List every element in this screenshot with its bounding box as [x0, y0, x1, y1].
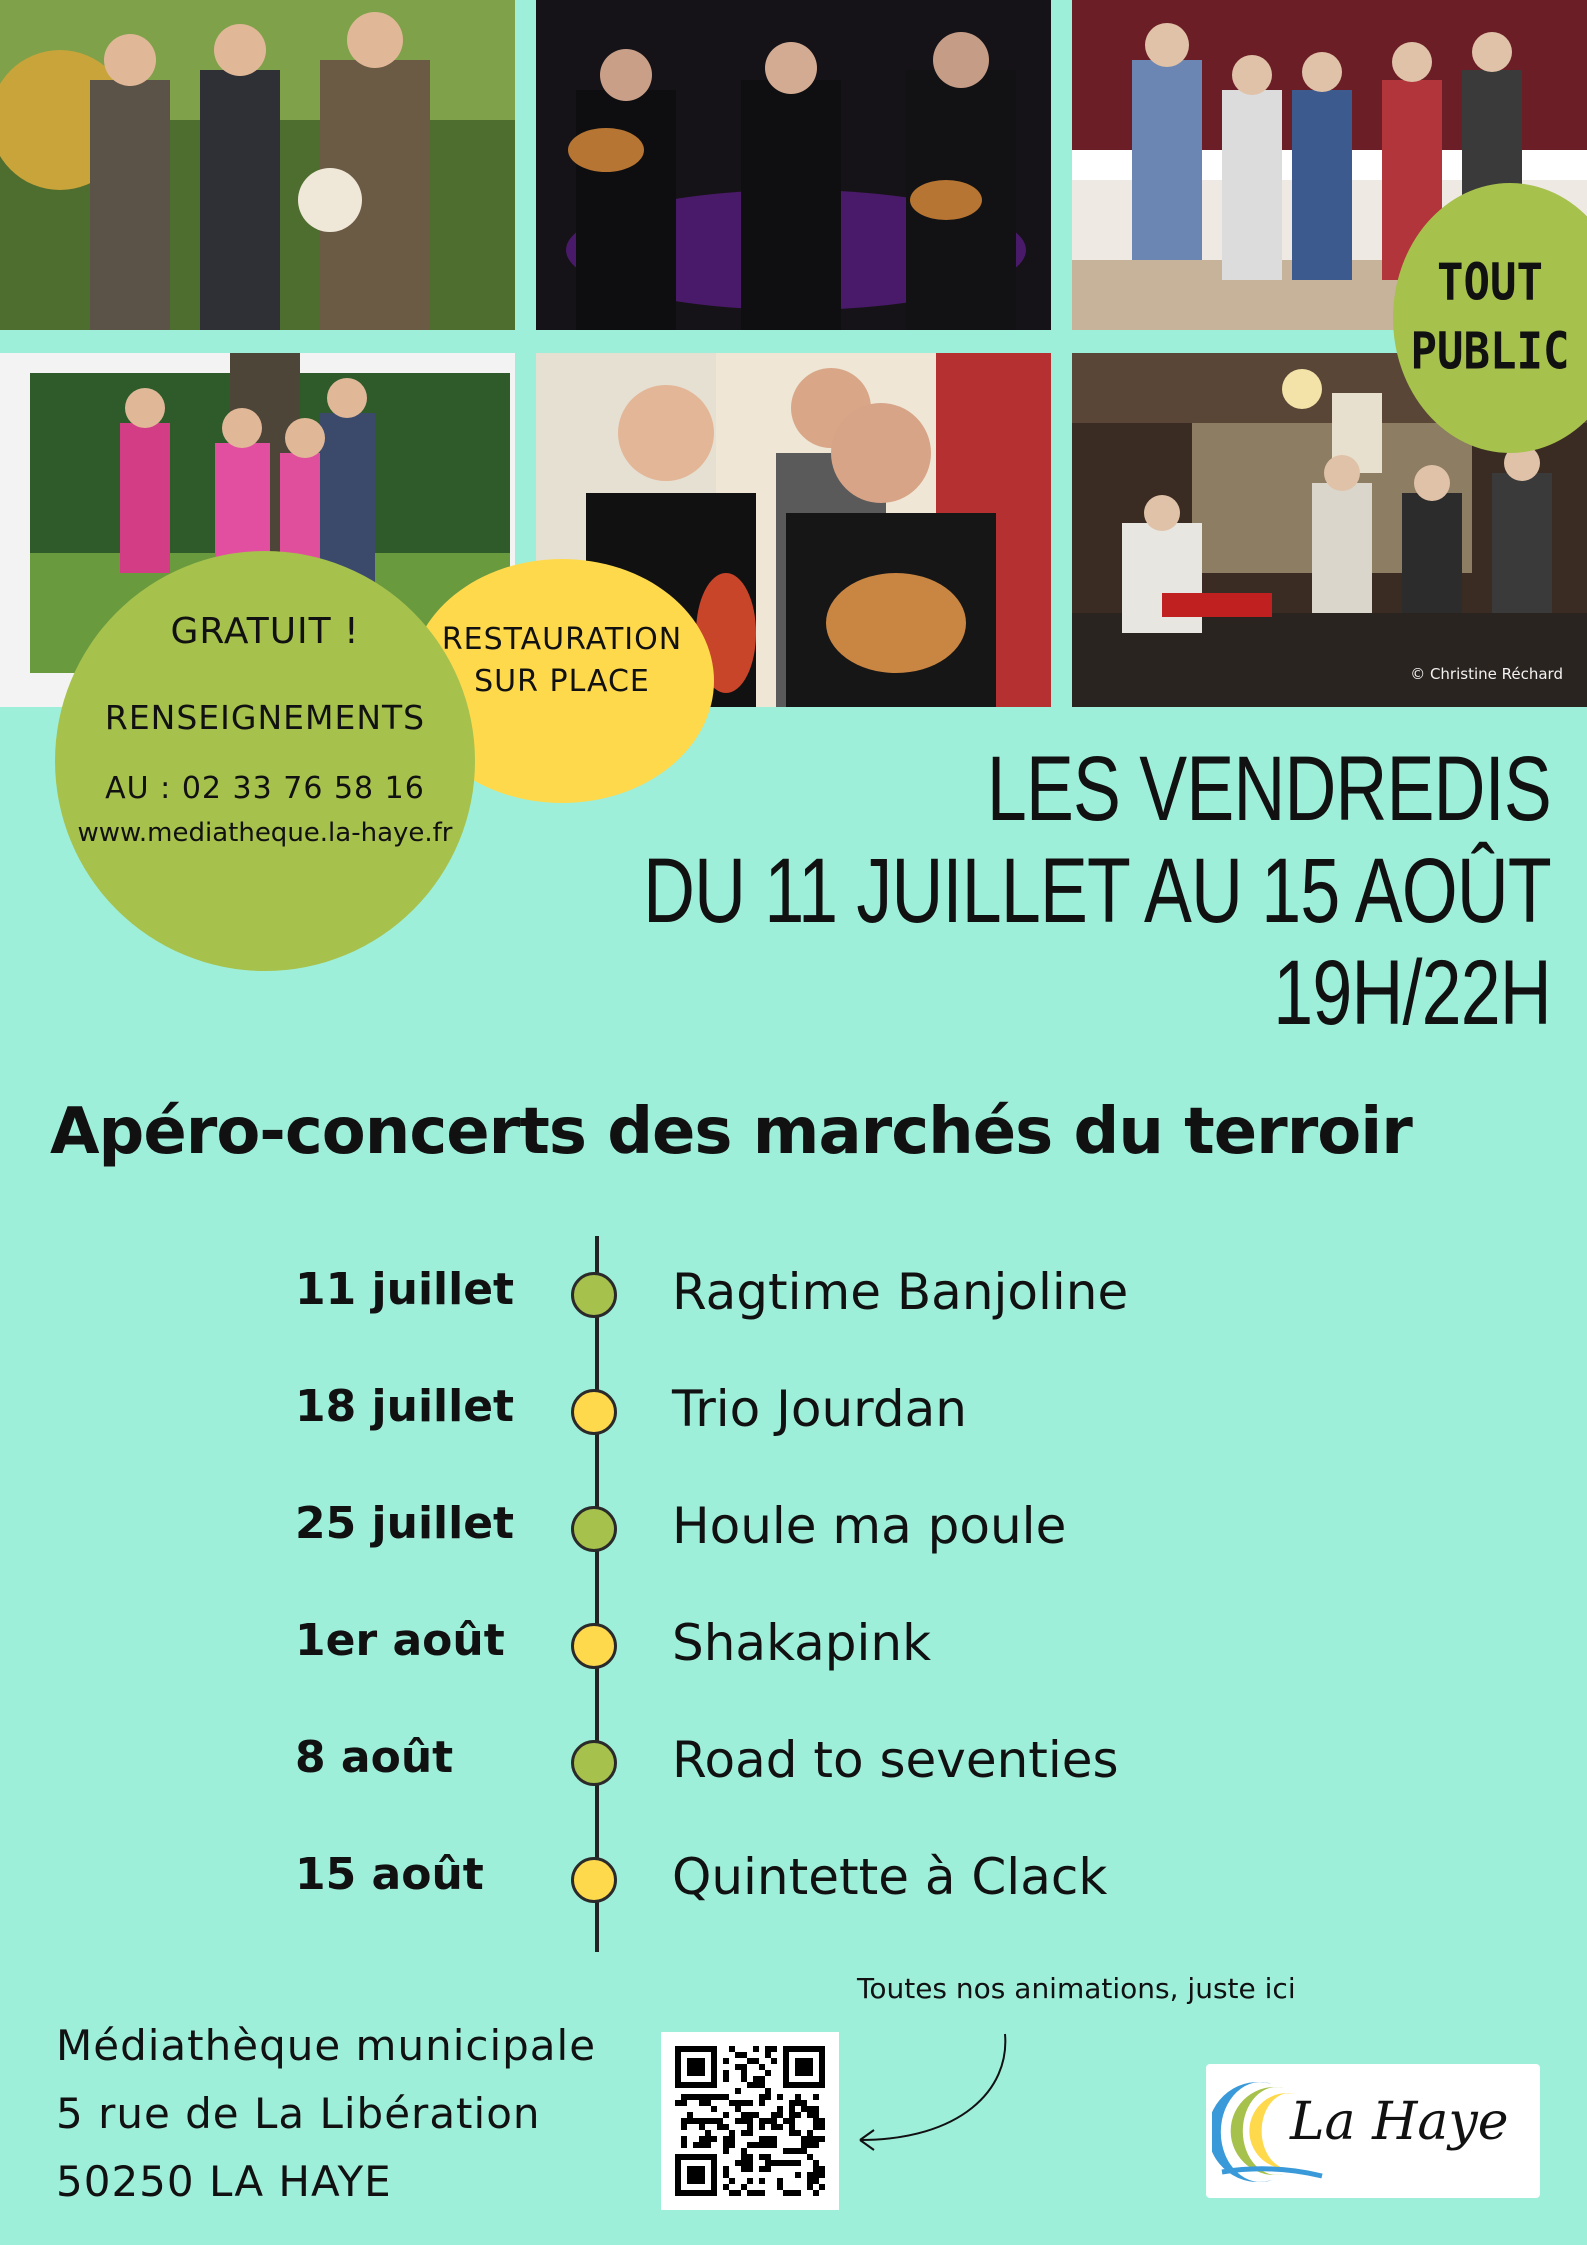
info-badge — [55, 551, 475, 971]
phone-number: AU : 02 33 76 58 16 — [105, 771, 425, 806]
photo-credit: © Christine Réchard — [1410, 665, 1563, 683]
qr-code[interactable] — [661, 2032, 839, 2210]
venue-address — [56, 2012, 596, 2216]
schedule-band: Quintette à Clack — [672, 1848, 1108, 1906]
schedule-row — [0, 1379, 1587, 1459]
restauration-line1: RESTAURATION — [441, 622, 683, 657]
la-haye-logo — [1206, 2064, 1540, 2198]
schedule-row — [0, 1847, 1587, 1927]
schedule-date: 25 juillet — [295, 1498, 515, 1549]
address-line2: 5 rue de La Libération — [56, 2089, 541, 2138]
timeline-dot-icon — [571, 1740, 617, 1786]
arrow-icon — [840, 2030, 1020, 2160]
timeline-dot-icon — [571, 1272, 617, 1318]
schedule-date: 15 août — [295, 1849, 484, 1900]
tout-label: TOUT — [1437, 253, 1543, 313]
schedule-band: Trio Jourdan — [672, 1380, 967, 1438]
schedule-date: 11 juillet — [295, 1264, 515, 1315]
schedule-row — [0, 1730, 1587, 1810]
schedule-band: Houle ma poule — [672, 1497, 1067, 1555]
qr-caption: Toutes nos animations, juste ici — [857, 1972, 1296, 2005]
schedule-date: 18 juillet — [295, 1381, 515, 1432]
schedule-row — [0, 1262, 1587, 1342]
restauration-text — [442, 619, 682, 703]
schedule-row — [0, 1496, 1587, 1576]
address-line1: Médiathèque municipale — [56, 2021, 597, 2070]
restauration-line2: SUR PLACE — [474, 664, 650, 699]
timeline-dot-icon — [571, 1506, 617, 1552]
photo-ragtime-banjoline — [0, 0, 515, 330]
website-link[interactable]: www.mediatheque.la-haye.fr — [77, 818, 453, 848]
timeline-dot-icon — [571, 1389, 617, 1435]
gratuit-label: GRATUIT ! — [170, 611, 360, 652]
schedule-date: 1er août — [295, 1615, 505, 1666]
renseignements-label: RENSEIGNEMENTS — [104, 698, 426, 737]
event-dates — [643, 738, 1551, 1044]
schedule-band: Shakapink — [672, 1614, 932, 1672]
schedule-row — [0, 1613, 1587, 1693]
tout-public-text — [1411, 249, 1570, 387]
dates-line3: 19H/22H — [1273, 942, 1551, 1044]
schedule-band: Road to seventies — [672, 1731, 1119, 1789]
timeline-dot-icon — [571, 1857, 617, 1903]
logo-text: La Haye — [1290, 2092, 1509, 2152]
public-label: PUBLIC — [1410, 322, 1570, 382]
dates-line2: DU 11 JUILLET AU 15 AOÛT — [643, 840, 1551, 942]
timeline-line — [595, 1236, 599, 1952]
address-line3: 50250 LA HAYE — [56, 2157, 392, 2206]
schedule-date: 8 août — [295, 1732, 454, 1783]
photo-trio-jourdan — [536, 0, 1051, 330]
timeline-dot-icon — [571, 1623, 617, 1669]
page-title: Apéro-concerts des marchés du terroir — [50, 1095, 1412, 1169]
dates-line1: LES VENDREDIS — [986, 738, 1551, 840]
schedule-band: Ragtime Banjoline — [672, 1263, 1129, 1321]
